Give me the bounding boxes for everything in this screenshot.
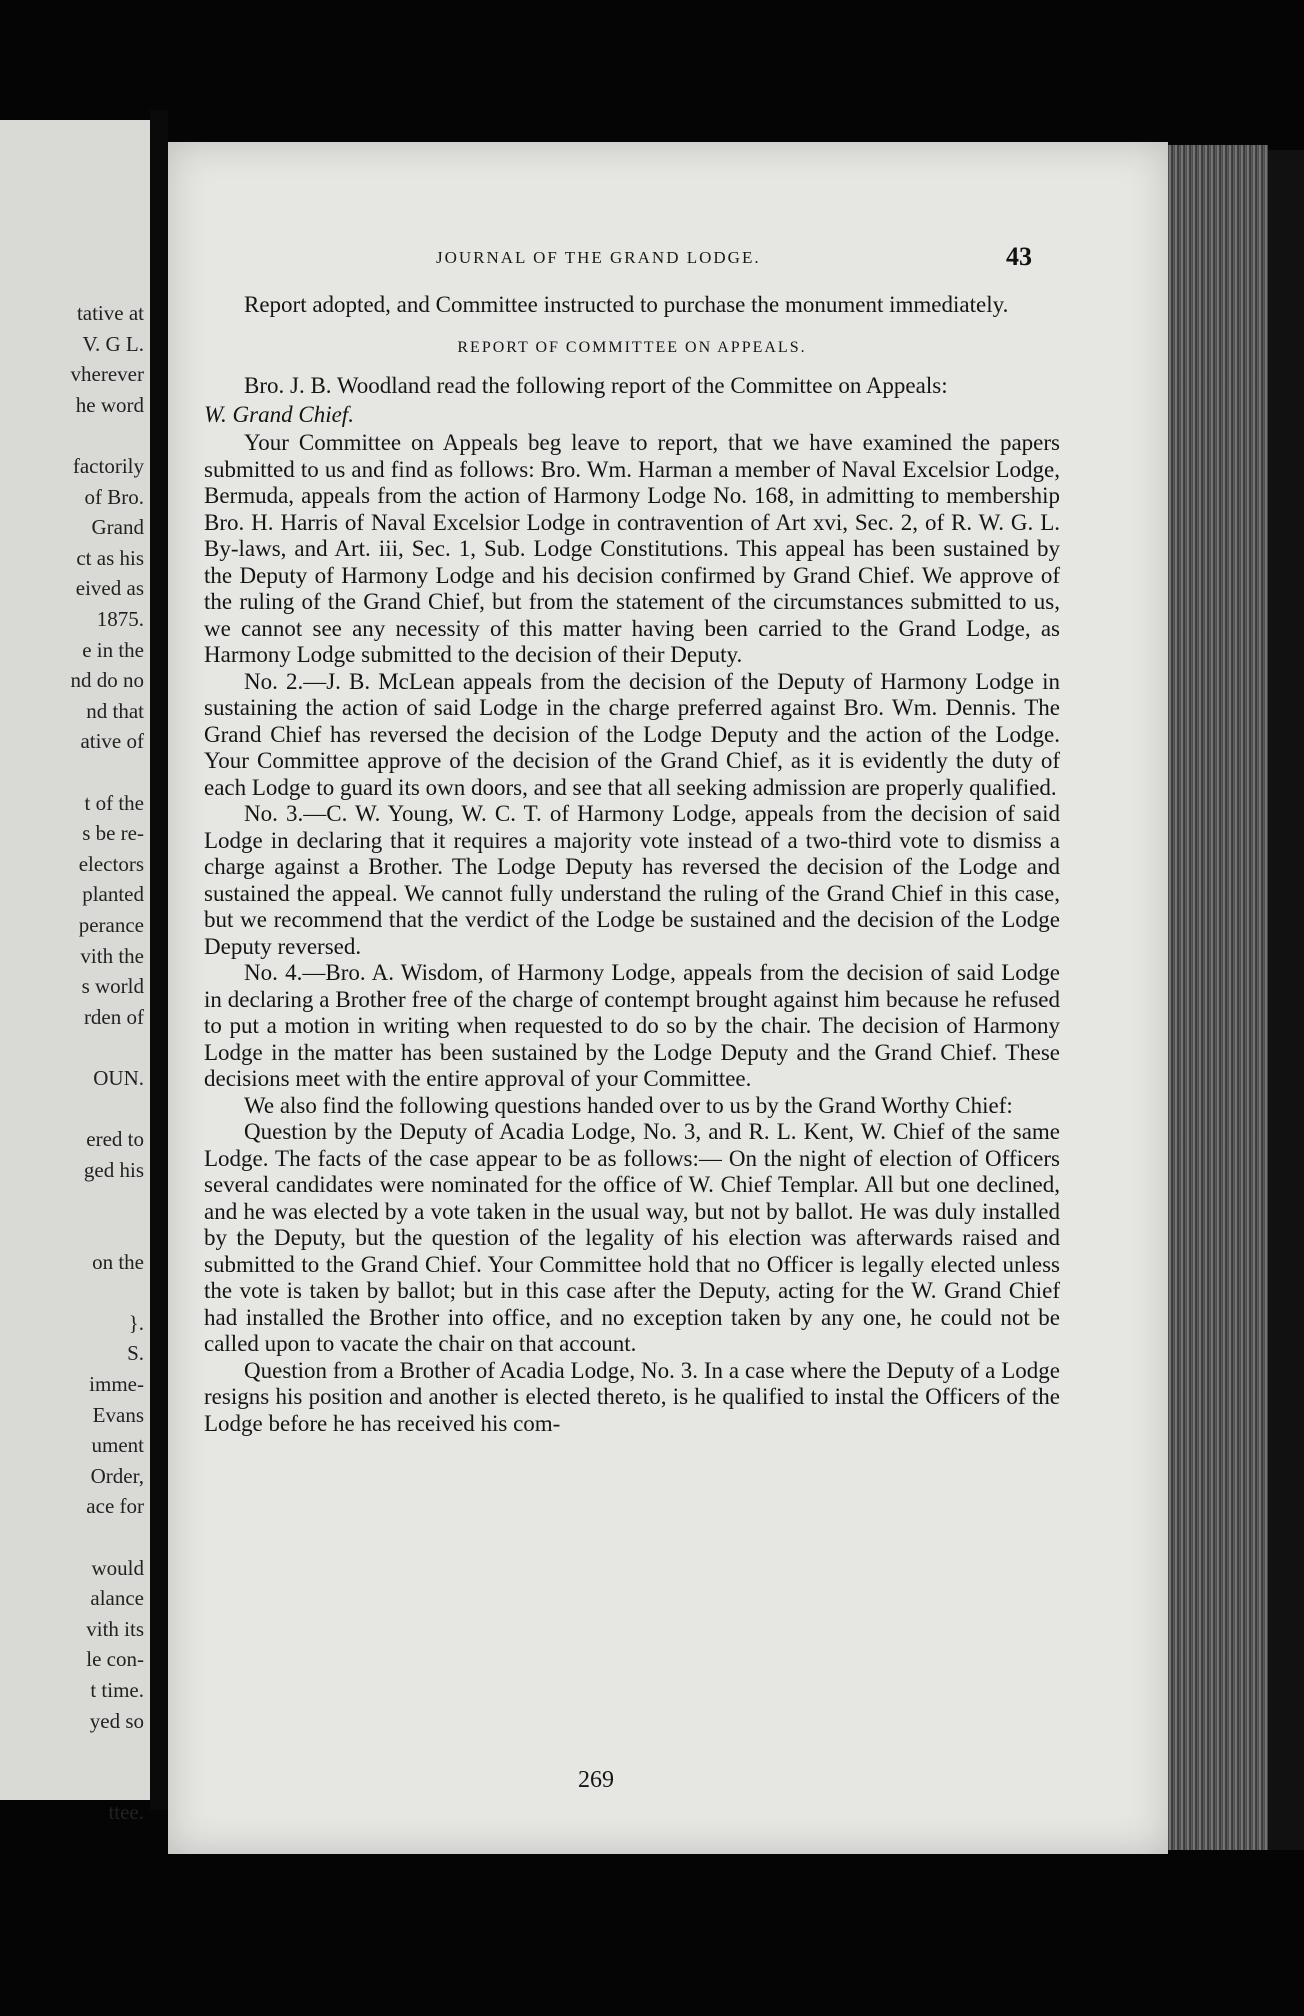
left-page-line: vherever xyxy=(70,362,144,387)
left-page-line: Grand xyxy=(91,515,144,540)
report-paragraph: Question from a Brother of Acadia Lodge, No. 3. In a case where the Deputy of a Lodge resigns his position and another is elected thereto, is he qualified to instal the Officers of the Lodge before he has received his com- xyxy=(204,1357,1060,1436)
left-page-line: Evans xyxy=(92,1402,144,1427)
left-page-line: t of the xyxy=(84,790,144,815)
book-cover-edge xyxy=(1268,150,1304,1850)
left-page-line: perance xyxy=(78,913,144,937)
left-page-line: eived as xyxy=(75,576,144,601)
left-page-line: imme- xyxy=(89,1372,144,1396)
left-page-line: electors xyxy=(78,851,144,876)
left-page-line: Order, xyxy=(90,1463,144,1488)
left-page-line: of Bro. xyxy=(84,484,144,509)
left-page-line: t time. xyxy=(90,1678,144,1702)
left-page-line: yed so xyxy=(89,1708,144,1733)
intro-paragraph: Report adopted, and Committee instructed to purchase the monument immediately. xyxy=(244,292,1009,317)
left-page-line: would xyxy=(91,1555,144,1580)
left-page-line: nd that xyxy=(86,698,144,723)
reader-paragraph: Bro. J. B. Woodland read the following report of the Committee on Appeals: xyxy=(244,373,948,398)
page-body xyxy=(204,292,1060,1437)
report-paragraph: No. 2.—J. B. McLean appeals from the decision of the Deputy of Harmony Lodge in sustaining the action of said Lodge in the charge preferred against Bro. Wm. Dennis. The Grand Chief has reversed the decision of the Lodge Deputy and the action of the Lodge. Your Committee approve of the decision of the Grand Chief, as it is evidently the duty of each Lodge to guard its own doors, and see that all seeking admission are properly qualified. xyxy=(204,668,1060,800)
book-gutter xyxy=(150,110,168,1810)
left-page-line: ace for xyxy=(86,1494,144,1519)
report-paragraph: No. 4.—Bro. A. Wisdom, of Harmony Lodge, appeals from the decision of said Lodge in declaring a Brother free of the charge of contempt brought against him because he refused to put a motion in writing when requested to do so by the chair. The decision of Harmony Lodge in the matter has been sustained by the Lodge Deputy and the Grand Chief. These decisions meet with the entire approval of your Committee. xyxy=(204,960,1060,1091)
report-paragraph: Question by the Deputy of Acadia Lodge, No. 3, and R. L. Kent, W. Chief of the same Lodge. The facts of the case appear to be as follows:— On the night of election of Officers several candidates were nominated for the office of W. Chief Templar. All but one declined, and he was elected by a vote taken in the usual way, but not by ballot. He was duly installed by the Deputy, but the question of the legality of his election was afterwards raised and submitted to the Grand Chief. Your Committee hold that no Officer is legally elected unless the vote is taken by ballot; but in this case after the Deputy, acting for the W. Grand Chief had installed the Brother into office, and no exception taken by any one, he could not be called upon to vacate the chair on that account. xyxy=(204,1119,1060,1356)
section-heading: REPORT OF COMMITTEE ON APPEALS. xyxy=(457,338,807,356)
signature-number: 269 xyxy=(578,1767,614,1793)
left-page-line: factorily xyxy=(72,454,144,478)
left-page-line: S. xyxy=(127,1341,144,1366)
left-page-line: 1875. xyxy=(96,607,144,631)
left-page-line: ged his xyxy=(83,1157,144,1182)
left-page-line: rden of xyxy=(83,1004,144,1029)
left-page-line: planted xyxy=(82,882,144,907)
salutation: W. Grand Chief. xyxy=(204,401,354,427)
left-page-line: nd do no xyxy=(70,668,144,693)
left-page-line: s be re- xyxy=(82,821,144,846)
page-number: 43 xyxy=(1006,242,1032,271)
running-title: JOURNAL OF THE GRAND LODGE. xyxy=(436,248,761,267)
left-page-line: on the xyxy=(92,1249,144,1274)
left-page-line: V. G L. xyxy=(82,331,144,356)
left-page-line: le con- xyxy=(86,1647,144,1672)
left-page-line: vith its xyxy=(86,1616,144,1641)
report-paragraph: Your Committee on Appeals beg leave to report, that we have examined the papers submitted to us and find as follows: Bro. Wm. Harman a member of Naval Excelsior Lodge, Bermuda, appeals from the action of Harmony Lodge No. 168, in admitting to membership Bro. H. Harris of Naval Excelsior Lodge in contravention of Art xvi, Sec. 2, of R. W. G. L. By-laws, and Art. iii, Sec. 1, Sub. Lodge Constitutions. This appeal has been sustained by the Deputy of Harmony Lodge and his decision confirmed by Grand Chief. We approve of the ruling of the Grand Chief, but from the statement of the circumstances submitted to us, we cannot see any necessity of this matter having been carried to the Grand Lodge, as Harmony Lodge submitted to the decision of their Deputy. xyxy=(204,430,1060,667)
left-page-line: ative of xyxy=(80,729,144,754)
left-page-line: vith the xyxy=(80,943,144,968)
left-page-line: s world xyxy=(81,974,144,999)
left-page-line: ttee. xyxy=(108,1800,144,1825)
report-paragraph: No. 3.—C. W. Young, W. C. T. of Harmony Lodge, appeals from the decision of said Lodge in declaring that it requires a majority vote instead of a two-third vote to dismiss a charge against a Brother. The Lodge Deputy has reversed the decision of the Lodge and sustained the appeal. We cannot fully understand the ruling of the Grand Chief in this case, but we recommend that the verdict of the Lodge be sustained and the decision of the Lodge Deputy reversed. xyxy=(204,801,1060,959)
left-page-line: alance xyxy=(90,1586,144,1611)
page-edges xyxy=(1168,145,1268,1850)
left-facing-page xyxy=(0,120,150,1825)
left-page-line: OUN. xyxy=(93,1066,144,1090)
left-page-line: ument xyxy=(91,1433,144,1458)
left-page-line: }. xyxy=(128,1310,144,1335)
left-page-line: ered to xyxy=(86,1127,144,1152)
left-page-line: tative at xyxy=(76,301,144,325)
left-page-line: he word xyxy=(75,392,144,417)
left-page-line: ct as his xyxy=(76,545,144,570)
left-page-line: e in the xyxy=(82,637,144,662)
journal-page xyxy=(168,142,1168,1854)
report-paragraph: We also find the following questions handed over to us by the Grand Worthy Chief: xyxy=(244,1092,1013,1118)
